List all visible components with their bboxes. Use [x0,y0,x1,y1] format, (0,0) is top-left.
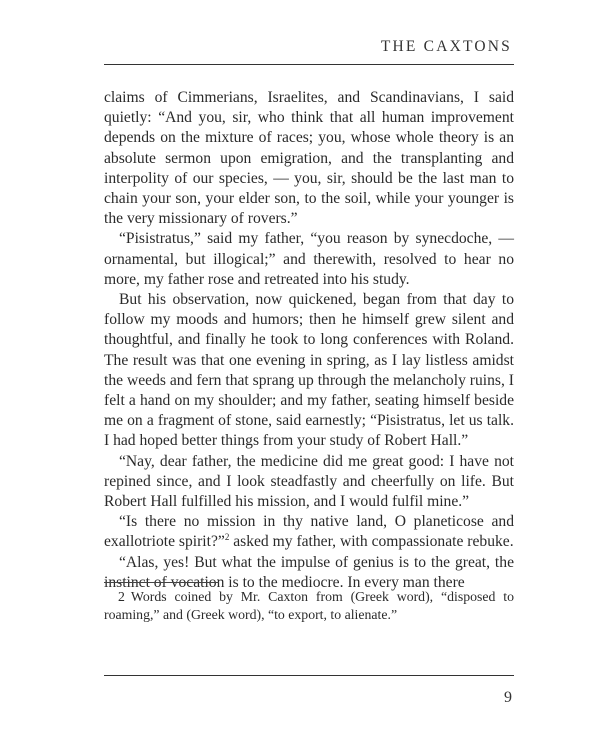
footnote-reference[interactable]: 2 [224,532,230,543]
paragraph-4: “Nay, dear father, the medicine did me great good: I have not repined since, and I look steadfastly and cheerfully on life. But Robert Hall fulfilled his mission, and I would fulfil mine.” [104,452,514,511]
paragraph-6: “Alas, yes! But what the impulse of genius is to the great, the instinct of vocation is to the mediocre. In every man there [104,553,514,591]
footnote-text: Words coined by Mr. Caxton from (Greek word), “disposed to roaming,” and (Greek word), “to export, to alienate.” [104,589,514,622]
paragraph-2: “Pisistratus,” said my father, “you reason by synecdoche, — ornamental, but illogical;” and therewith, resolved to hear no more, my father rose and retreated into his study. [104,230,514,288]
running-head: THE CAXTONS [380,38,512,55]
footnote-rule [104,582,219,583]
body-text [104,88,514,593]
paragraph-5-quote: “Is there no mission in thy native land, O planeticose and exallotriote spirit?” [104,513,514,551]
paragraph-5 [104,512,514,552]
paragraph-1: claims of Cimmerians, Israelites, and Scandinavians, I said quietly: “And you, sir, who think that all human improvement depends on the mixture of races; you, whose whole theory is an absolute sermon upon emigration, and the transplanting and interpolity of our species, — you, sir, should be the last man to chain your son, your elder son, to the soil, while your younger is the very missionary of rovers.” [104,89,514,228]
paragraph-5-tail: asked my father, with compassionate rebuke. [229,533,514,551]
footer-rule [104,675,514,676]
paragraph-3: But his observation, now quickened, began from that day to follow my moods and humors; then he himself grew silent and thoughtful, and finally he took to long conferences with Roland. The result was that one evening in spring, as I lay listless amidst the weeds and fern that sprang up through the melancholy ruins, I felt a hand on my shoulder; and my father, seating himself beside me on a fragment of stone, said earnestly; “Pisistratus, let us talk. I had hoped better things from your study of Robert Hall.” [104,291,514,450]
header-rule [104,64,514,65]
footnote [104,588,514,624]
footnote-number: 2 [118,589,125,604]
page-number: 9 [504,689,512,706]
